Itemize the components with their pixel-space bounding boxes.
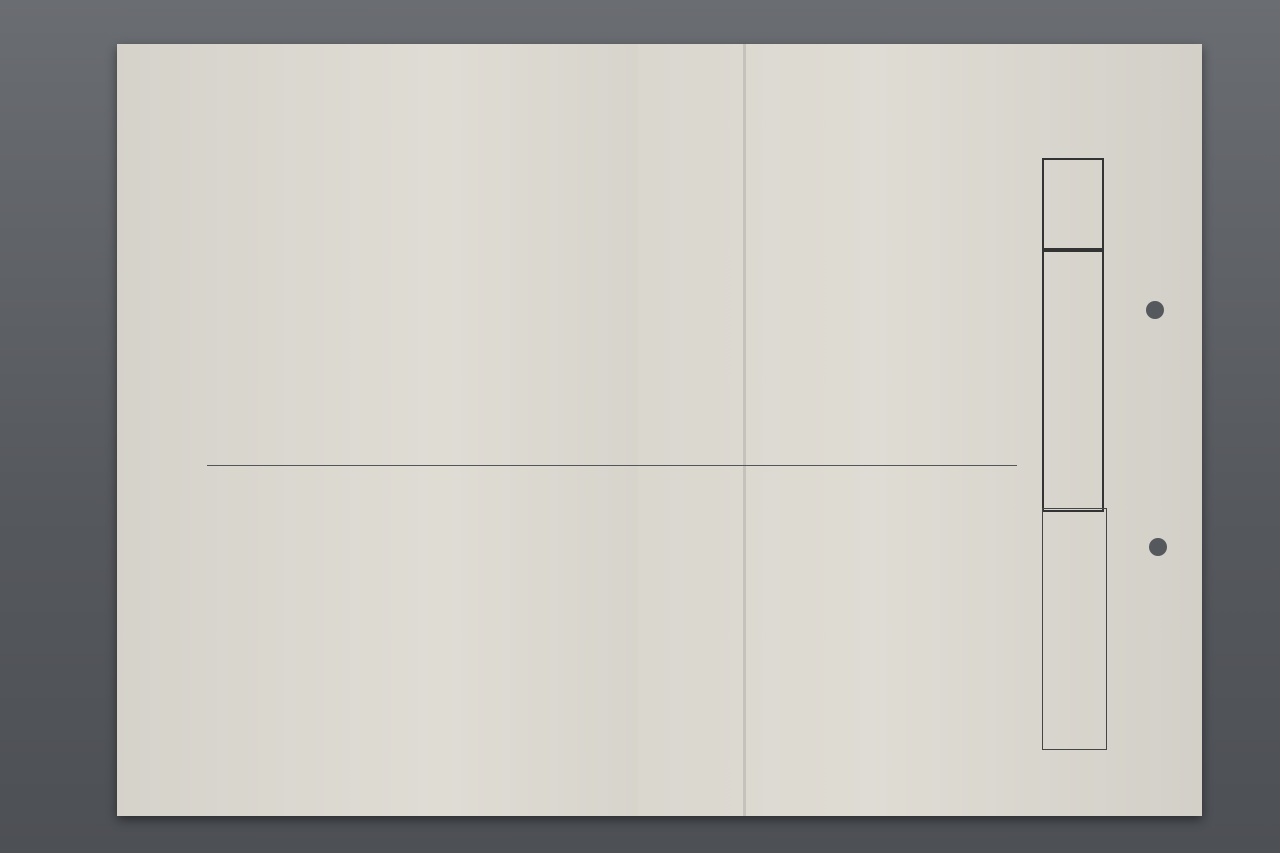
punch-hole-lower [1149,538,1167,556]
masthead-box [1042,248,1104,512]
newsletter-sheet [117,44,1202,816]
punch-hole-upper [1146,301,1164,319]
section-divider [207,465,1017,466]
series-box [1042,158,1104,252]
issue-frame [1042,508,1107,750]
fold-line [743,44,746,816]
